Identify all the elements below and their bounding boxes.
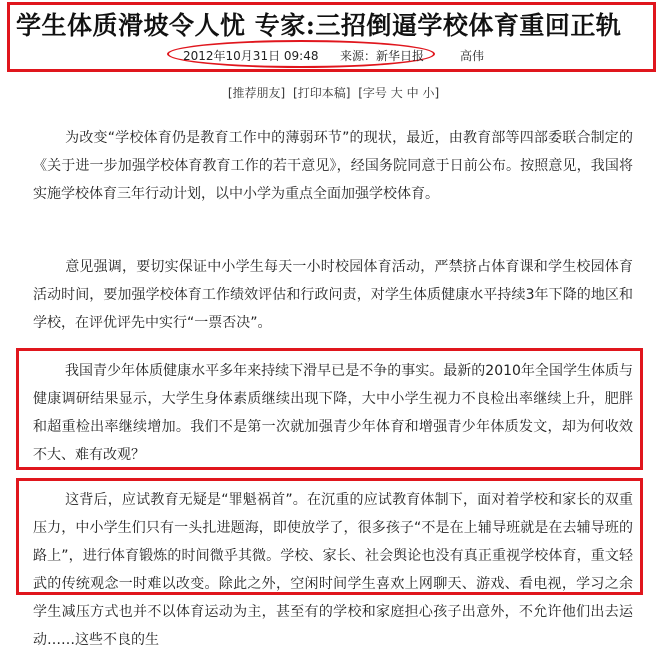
article-author: 高伟 (460, 49, 485, 63)
print-article-link[interactable]: [打印本稿] (293, 86, 351, 100)
publish-date: 2012年10月31日 09:48 (183, 49, 319, 63)
paragraph-highlight-box (16, 348, 643, 470)
font-size-large-link[interactable]: 大 (390, 86, 403, 100)
article-paragraph (33, 124, 633, 208)
article-source: 来源：新华日报 (340, 49, 425, 63)
paragraph-text: 我国青少年体质健康水平多年来持续下滑早已是不争的事实。最新的2010年全国学生体质与健康调研结果显示，大学生身体素质继续出现下降，大中小学生视力不良检出率继续上升，肥胖和超重检出率继续增加。我们不是第一次就加强青少年体育和增强青少年体质发文，却为何收效不大、难有改观？ (33, 363, 633, 463)
font-size-medium-link[interactable]: 中 (406, 86, 419, 100)
article-paragraph (33, 253, 633, 337)
recommend-friend-link[interactable]: [推荐朋友] (227, 86, 286, 100)
paragraph-text: 为改变“学校体育仍是教育工作中的薄弱环节”的现状，最近，由教育部等四部委联合制定的《关于进一步加强学校体育教育工作的若干意见》，经国务院同意于日前公布。按照意见，我国将实施学校体育三年行动计划，以中小学为重点全面加强学校体育。 (33, 130, 633, 202)
paragraph-text: 这背后，应试教育无疑是“罪魁祸首”。在沉重的应试教育体制下，面对着学校和家长的双重压力，中小学生们只有一头扎进题海，即使放学了，很多孩子“不是在上辅导班就是在去辅导班的路上”，进行体育锻炼的时间微乎其微。学校、家长、社会舆论也没有真正重视学校体育，重文轻武的传统观念一时难以改变。除此之外，空闲时间学生喜欢上网聊天、游戏、看电视，学习之余学生减压方式也并不以体育运动为主，甚至有的学校和家庭担心孩子出意外，不允许他们出去运动……这些不良的生 (33, 492, 633, 648)
font-size-label: [字号 (358, 86, 387, 100)
article-headline: 学生体质滑坡令人忧 专家:三招倒逼学校体育重回正轨 (16, 11, 622, 40)
article-toolbar (0, 84, 667, 101)
paragraph-highlight-box (16, 478, 643, 595)
font-size-small-link[interactable]: 小] (422, 86, 440, 100)
paragraph-text: 意见强调，要切实保证中小学生每天一小时校园体育活动，严禁挤占体育课和学生校园体育活动时间，要加强学校体育工作绩效评估和行政问责，对学生体质健康水平持续3年下降的地区和学校，在评优评先中实行“一票否决”。 (33, 259, 633, 331)
